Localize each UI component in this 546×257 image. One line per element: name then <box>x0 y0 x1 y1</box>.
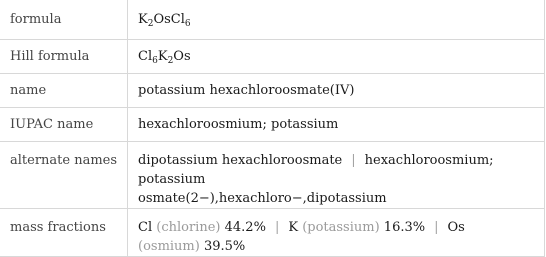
alternate-name: hexachloroosmium; potassium <box>138 152 494 187</box>
row-label-iupac-name: IUPAC name <box>0 107 128 141</box>
row-label-formula: formula <box>0 0 128 39</box>
formula-subscript: 6 <box>152 55 158 66</box>
alternate-name: dipotassium hexachloroosmate <box>138 152 343 168</box>
fraction-element: (potassium) <box>302 219 380 235</box>
alternate-names-value <box>128 141 545 208</box>
formula-part: Os <box>173 48 191 64</box>
formula-part: OsCl <box>153 11 185 27</box>
row-label-mass-fractions: mass fractions <box>0 208 128 256</box>
fraction-element: (chlorine) <box>156 219 221 235</box>
formula-subscript: 2 <box>147 18 154 29</box>
fraction-symbol: Cl <box>138 219 153 235</box>
fraction-percent: 16.3% <box>383 219 426 235</box>
fraction-element: (osmium) <box>138 238 200 254</box>
table-row <box>0 0 545 39</box>
formula-part: K <box>157 48 168 64</box>
hill-formula-value <box>128 39 545 73</box>
fraction-symbol: Os <box>447 219 465 235</box>
separator: | <box>434 219 439 235</box>
row-label-hill-formula: Hill formula <box>0 39 128 73</box>
table-row <box>0 208 545 256</box>
alternate-name-2: osmate(2−),hexachloro−,dipotassium <box>138 190 387 206</box>
fraction-symbol: K <box>288 219 299 235</box>
separator: | <box>351 152 356 168</box>
name-value: potassium hexachloroosmate(IV) <box>128 73 545 107</box>
table-row <box>0 39 545 73</box>
formula-value <box>128 0 545 39</box>
table-row <box>0 107 545 141</box>
fraction-percent: 39.5% <box>203 238 246 254</box>
table-row <box>0 73 545 107</box>
separator: | <box>274 219 280 235</box>
fraction-percent: 44.2% <box>224 219 266 235</box>
table-row <box>0 141 545 208</box>
formula-subscript: 6 <box>184 18 191 29</box>
formula-subscript: 2 <box>167 55 174 66</box>
iupac-name-value: hexachloroosmium; potassium <box>128 107 545 141</box>
mass-fractions-value <box>128 208 545 256</box>
formula-part: K <box>138 11 148 27</box>
row-label-alternate-names: alternate names <box>0 141 128 208</box>
row-label-name: name <box>0 73 128 107</box>
formula-part: Cl <box>138 48 153 64</box>
